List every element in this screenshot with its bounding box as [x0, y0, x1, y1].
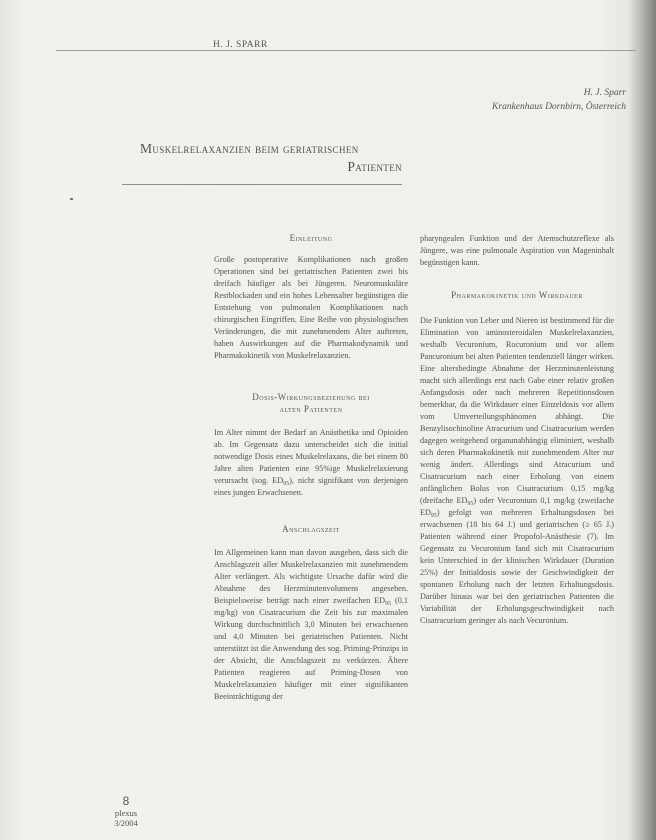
paragraph-dosis [214, 427, 408, 499]
author-block [492, 86, 626, 114]
title-line-2: Patienten [347, 159, 402, 174]
pharm-subscript-2: 95 [430, 513, 437, 519]
page-footer [96, 794, 156, 828]
paragraph-einleitung: Große postoperative Komplikationen nach großen Operationen sind bei geriatrischen Patienten zwei bis dreifach häufiger als bei Jüngeren. Neuromuskuläre Restblockaden und ein hohes Lebensalter begünstigen die Entstehung von pulmonalen Komplikationen nach chirurgischen Eingriffen. Eine Reihe von physiologischen Veränderungen, die mit zunehmendem Alter auftreten, haben Auswirkungen auf die Pharmakodynamik und Pharmakokinetik von Muskelrelaxanzien. [214, 255, 408, 360]
heading-dosis-line-1: Dosis-Wirkungsbeziehung bei [252, 392, 370, 402]
paragraph-anschlagszeit [214, 547, 408, 703]
author-name: H. J. Sparr [583, 88, 626, 98]
title-line-1: Muskelrelaxanzien beim geriatrischen [140, 141, 359, 156]
header-rule [56, 50, 636, 51]
right-column [420, 233, 614, 627]
journal-issue: 3/2004 [114, 818, 138, 828]
pharm-text-2: ) oder Vecuronium 0,1 mg/kg (zweifache ED [420, 496, 614, 517]
left-column [214, 232, 408, 703]
dosis-text-1: Im Alter nimmt der Bedarf an Anästhetika und Opioiden ab. Im Gegensatz dazu unterscheidet sich die initial notwendige Dosis eines Muskelrelaxans, die bei einem 80 Jahre alten Patienten eine 95%ige Muskelrelaxierung verursacht (sog. ED [214, 428, 408, 485]
pharm-text-3: ) gefolgt von mehreren Erhaltungsdosen bei erwachsenen (18 bis 64 J.) und geriatrischen (≥ 65 J.) Patienten während einer Propofol-Anästhesie (7). Im Gegensatz zu Vecuronium fand sich mit Cisatracurium kein Unterschied in der klinischen Wirkdauer (Duration 25%) der Initialdosis sowie der Geschwindigkeit der spontanen Erholung nach der letzten Erhaltungsdosis. Darüber hinaus war bei den geriatrischen Patienten die Variabilität der Erholungsgeschwindigkeit nach Cisatracurium geringer als nach Vecuronium. [420, 508, 614, 625]
title-rule [122, 184, 402, 185]
journal-name: plexus [114, 808, 138, 818]
running-head: H. J. SPARR [213, 40, 268, 50]
heading-pharmakokinetik: Pharmakokinetik und Wirkdauer [451, 290, 583, 300]
anschlag-text-2: (0,1 mg/kg) von Cisatracurium die Zeit bis zur maximalen Wirkung durchschnittlich 3,0 Minuten bei erwachsenen und 4,0 Minuten bei geriatrischen Patienten. Nicht unterstützt ist die Anwendung des sog. Priming-Prinzips in der Absicht, die Anschlagszeit zu verkürzen. Ältere Patienten reagieren auf Priming-Dosen von Muskelrelaxanzien häufiger mit einer signifikanten Beeinträchtigung der [214, 596, 408, 701]
anschlag-subscript: 95 [385, 601, 392, 607]
pharm-text-1: Die Funktion von Leber und Nieren ist bestimmend für die Elimination von aminosteroidalen Muskelrelaxanzien, weshalb Vecuronium, Rocuronium und vor allem Pancuronium bei alten Patienten tendenziell länger wirken. Eine altersbedingte Abnahme der Herzminutenleistung macht sich allerdings erst nach Gabe einer relativ großen Anfangsdosis oder nach mehreren Repetitionsdosen bemerkbar, da die Wirkdauer einer Einzeldosis vor allem vom Umverteilungsphänomen abhängt. Die Benzylisochinoline Atracurium und Cisatracurium werden dagegen weitgehend organunabhängig eliminiert, weshalb sich deren Pharmakokinetik mit zunehmendem Alter nur wenig ändert. Allerdings sind Atracurium und Cisatracurium nach einer Erholung von einem anfänglichen Bolus von Cisatracurium 0,15 mg/kg (dreifache ED [420, 316, 614, 505]
heading-einleitung: Einleitung [289, 233, 333, 243]
dosis-text-2: ), nicht signifikant von derjenigen eines jungen Erwachsenen. [214, 476, 408, 497]
paragraph-pharmakokinetik [420, 315, 614, 627]
pharm-subscript-1: 95 [467, 501, 474, 507]
scan-speck [70, 198, 73, 200]
heading-anschlagszeit: Anschlagszeit [282, 524, 340, 534]
page-number: 8 [122, 794, 130, 808]
author-affiliation: Krankenhaus Dornbirn, Österreich [492, 102, 626, 112]
paragraph-continuation: pharyngealen Funktion und der Atemschutzreflexe als Jüngere, was eine pulmonale Aspiration von Mageninhalt begünstigen kann. [420, 234, 614, 267]
heading-dosis [214, 391, 408, 415]
anschlag-text-1: Im Allgemeinen kann man davon ausgehen, dass sich die Anschlagszeit aller Muskelrelaxanzien mit zunehmendem Alter verlängert. Als wichtigste Ursache dafür wird die Abnahme des Herzminutenvolumens angesehen. Beispielsweise beträgt nach einer zweifachen ED [214, 548, 408, 605]
article-title [140, 141, 402, 175]
dosis-subscript: 95 [283, 481, 290, 487]
heading-dosis-line-2: alten Patienten [279, 404, 343, 414]
